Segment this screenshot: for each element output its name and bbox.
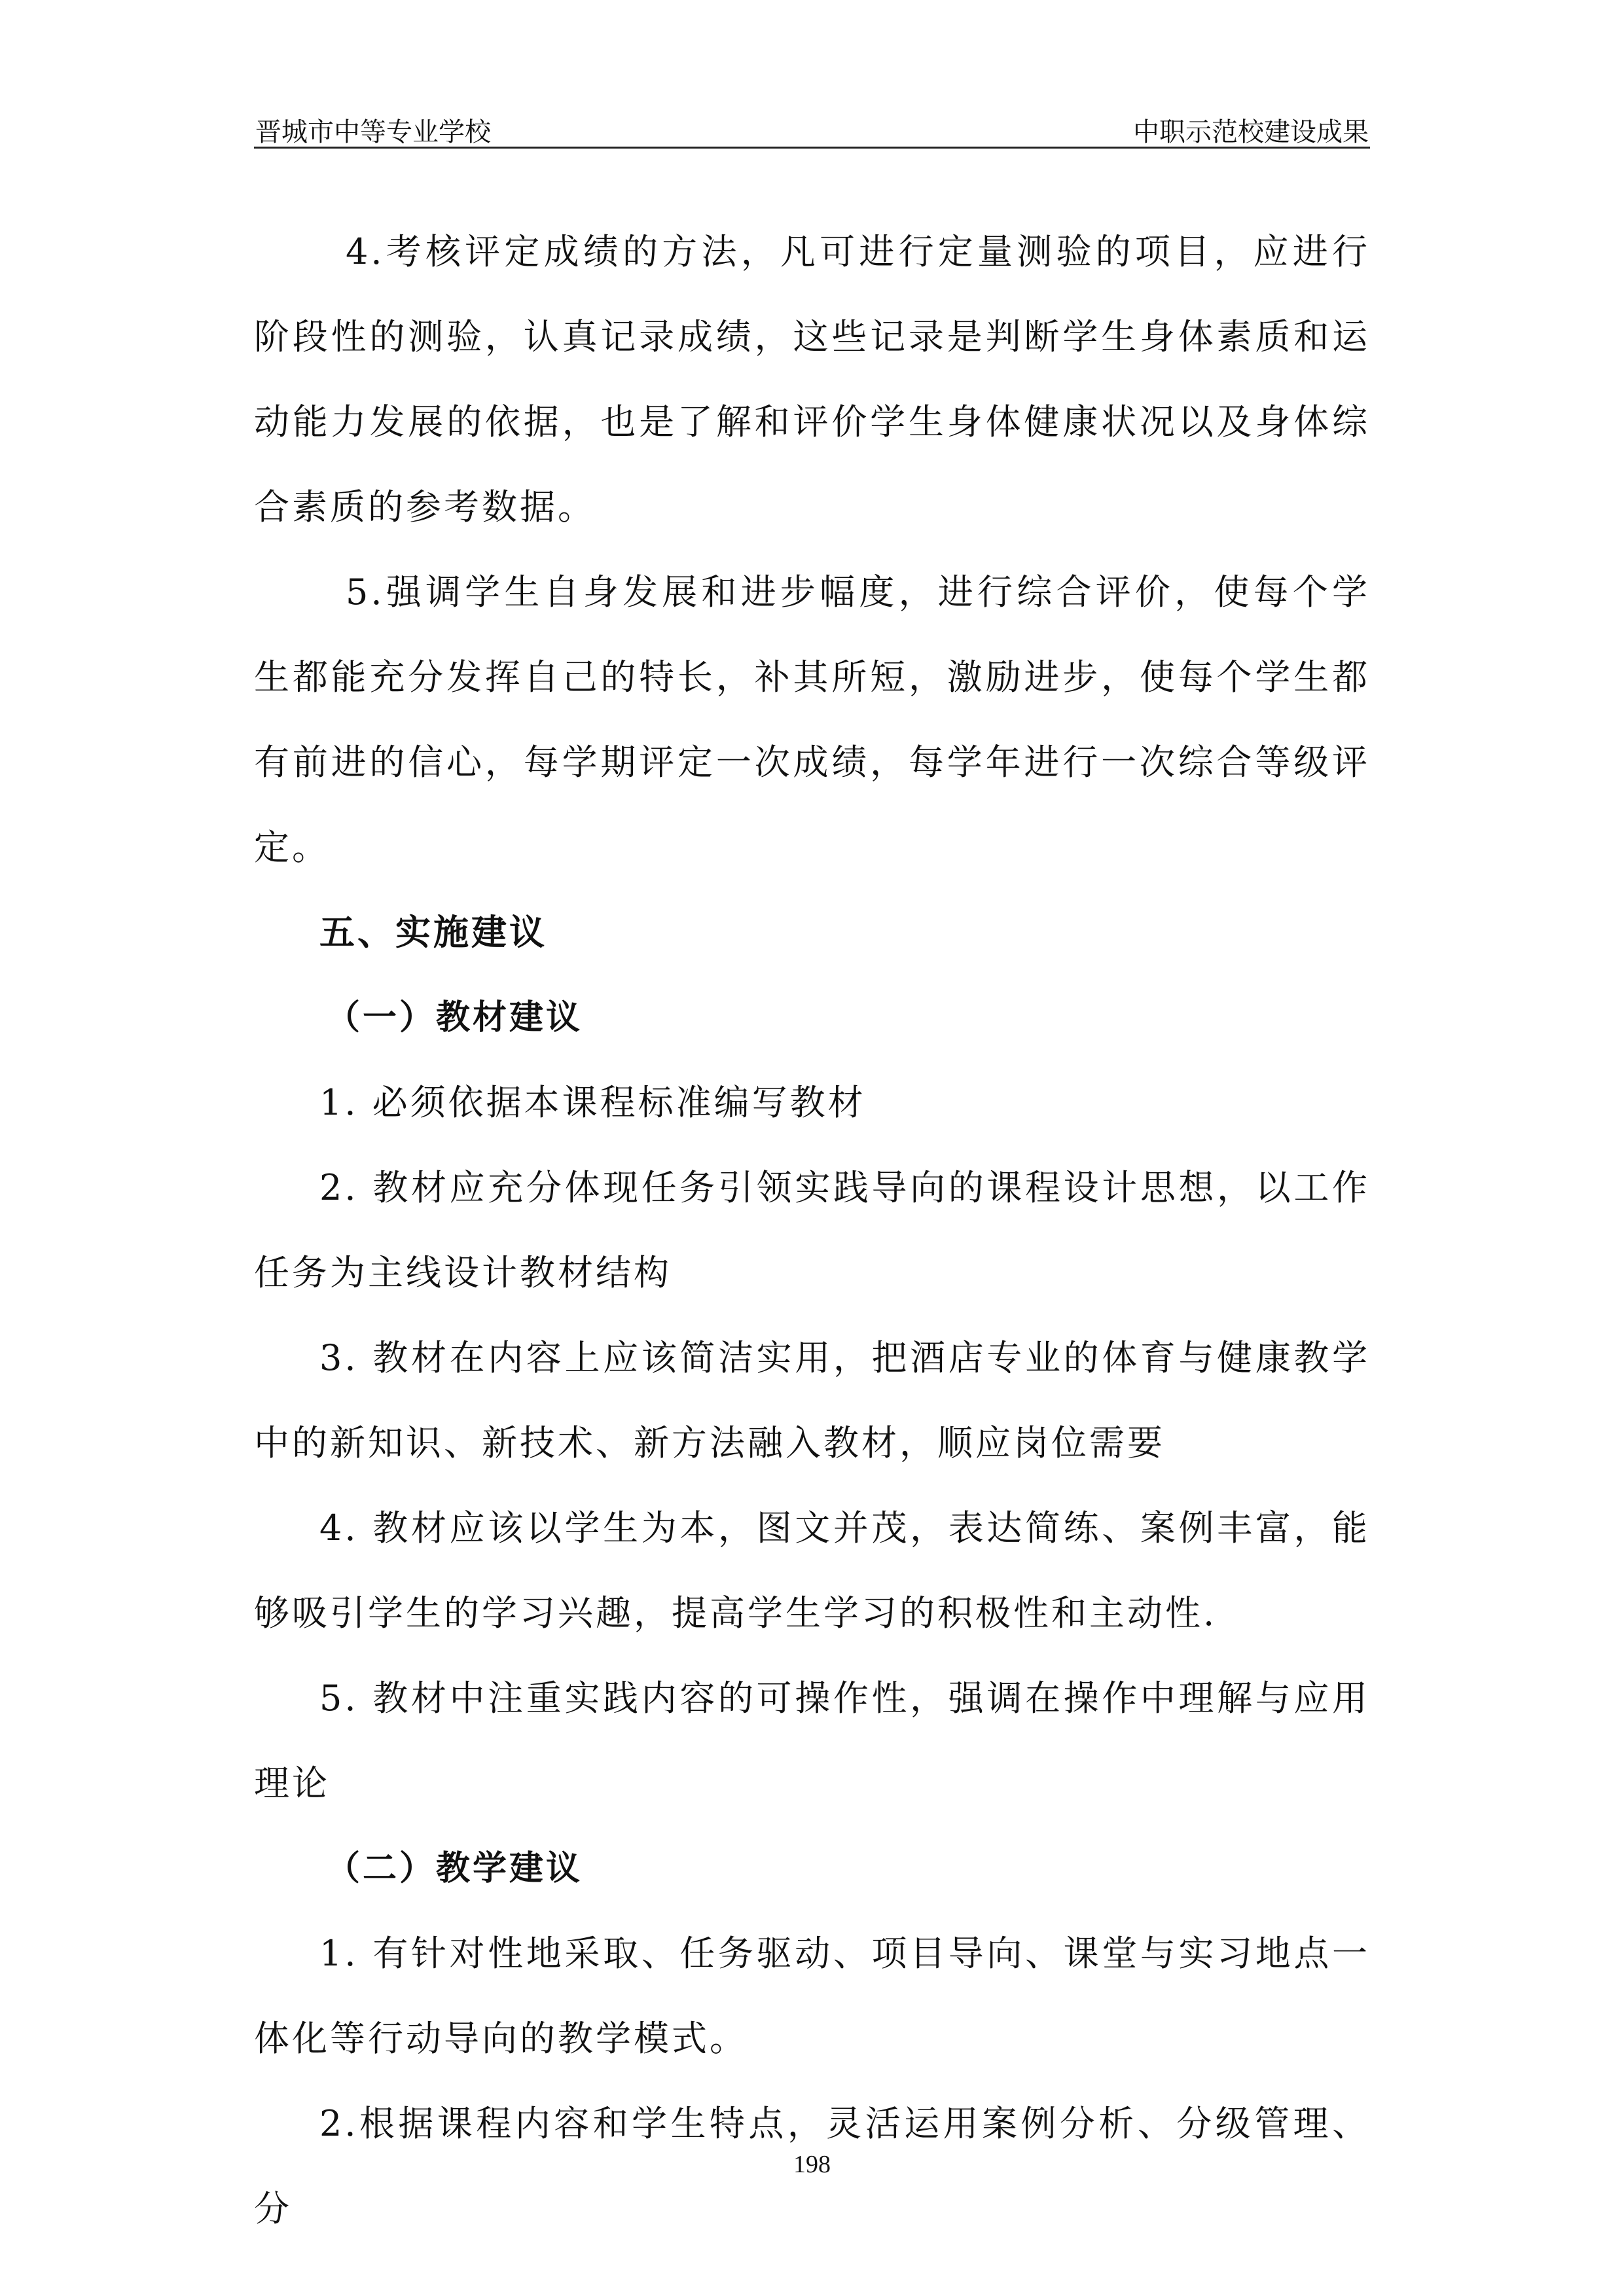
body-paragraph: 2.根据课程内容和学生特点，灵活运用案例分析、分级管理、分 [254,2103,1370,2229]
body-paragraph: 5. 教材中注重实践内容的可操作性，强调在操作中理解与应用理论 [254,1677,1370,1804]
header-rule [254,147,1370,149]
body-paragraph: 4. 教材应该以学生为本，图文并茂，表达简练、案例丰富，能够吸引学生的学习兴趣，提高学生学习的积极性和主动性. [254,1507,1370,1634]
header-school-name: 晋城市中等专业学校 [255,117,491,147]
subsection-heading: （二）教学建议 [326,1849,583,1888]
subsection-heading: （一）教材建议 [326,998,583,1037]
body-paragraph: 2. 教材应充分体现任务引领实践导向的课程设计思想，以工作任务为主线设计教材结构 [254,1167,1370,1293]
body-paragraph: 3. 教材在内容上应该简洁实用，把酒店专业的体育与健康教学中的新知识、新技术、新方法融入教材，顺应岗位需要 [254,1337,1370,1463]
document-body [254,209,1370,2251]
body-paragraph: 5.强调学生自身发展和进步幅度，进行综合评价，使每个学生都能充分发挥自己的特长，补其所短，激励进步，使每个学生都有前进的信心，每学期评定一次成绩，每学年进行一次综合等级评定。 [254,571,1370,868]
header-section-title: 中职示范校建设成果 [1133,117,1369,147]
page-number: 198 [793,2151,831,2178]
body-paragraph: 1. 必须依据本课程标准编写教材 [319,1082,866,1123]
body-paragraph: 4.考核评定成绩的方法，凡可进行定量测验的项目，应进行阶段性的测验，认真记录成绩，这些记录是判断学生身体素质和运动能力发展的依据，也是了解和评价学生身体健康状况以及身体综合素质的参考数据。 [254,231,1370,528]
section-heading: 五、实施建议 [319,912,547,953]
body-paragraph: 1. 有针对性地采取、任务驱动、项目导向、课堂与实习地点一体化等行动导向的教学模式。 [254,1933,1370,2059]
